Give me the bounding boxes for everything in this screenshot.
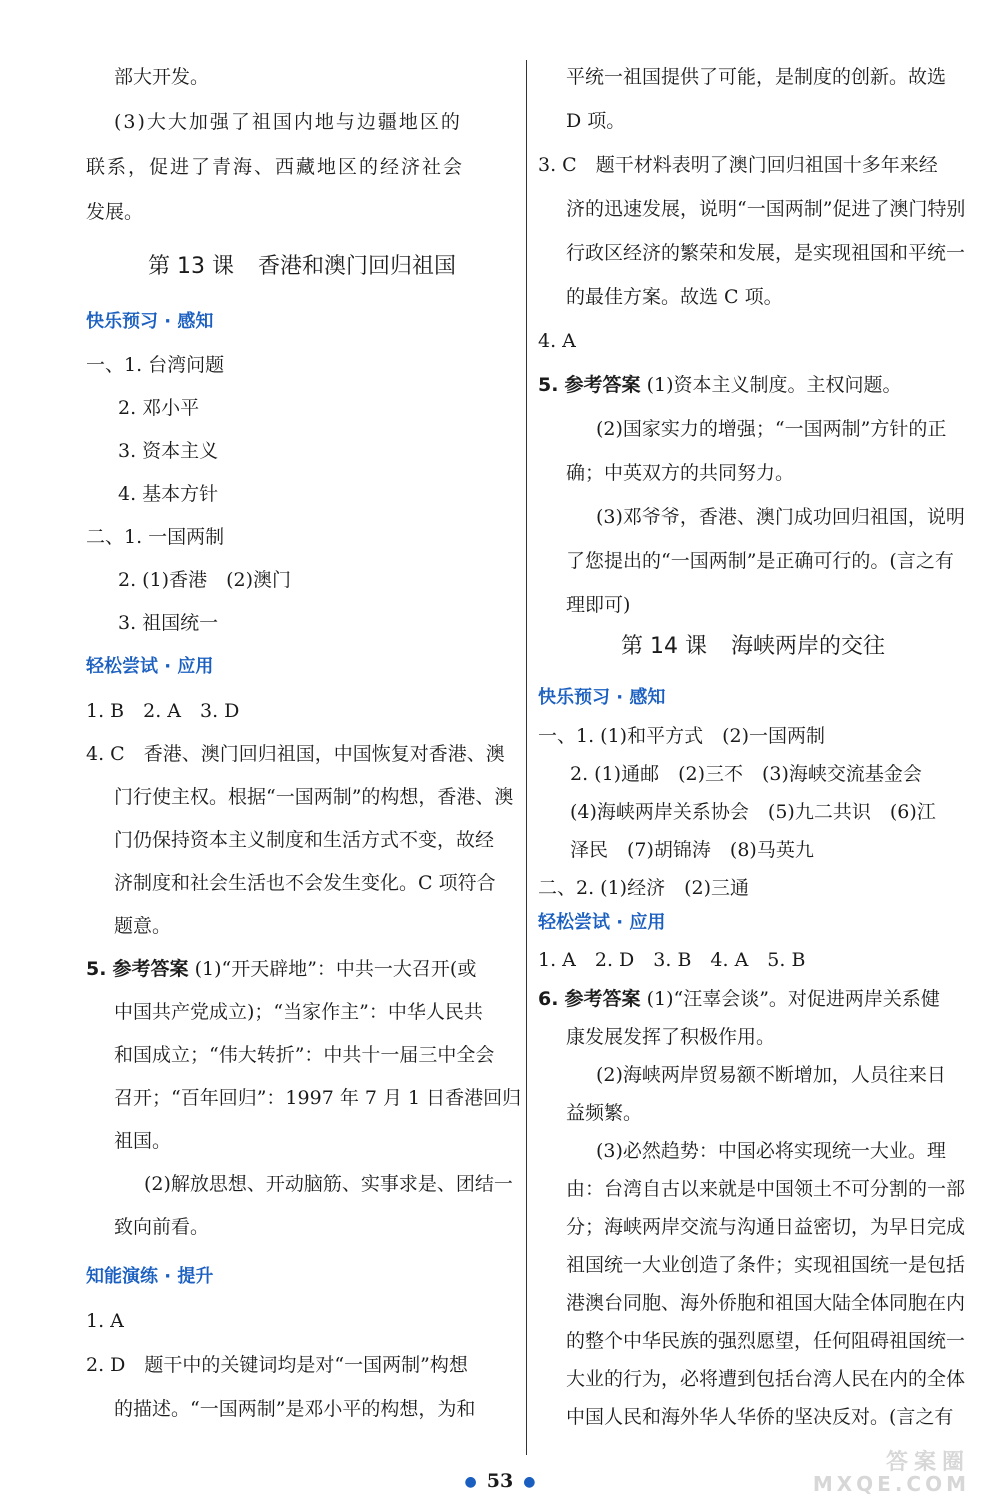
answer-line: 致向前看。 — [114, 1216, 210, 1238]
answer-line: 2. (1)香港 (2)澳门 — [118, 569, 291, 591]
answer-line: 二、2. (1)经济 (2)三通 — [538, 877, 749, 899]
text-line: (3)大大加强了祖国内地与边疆地区的 — [114, 111, 462, 133]
lesson-number: 第 13 课 — [148, 254, 234, 279]
answer-line: 门行使主权。根据“一国两制”的构想，香港、澳 — [114, 786, 514, 808]
answer-text: (1)资本主义制度。主权问题。 — [646, 374, 902, 396]
answer-line: 1. A — [86, 1310, 124, 1332]
answer-line: 4. C 香港、澳门回归祖国，中国恢复对香港、澳 — [86, 743, 505, 765]
answer-line: 的描述。“一国两制”是邓小平的构想，为和 — [114, 1398, 476, 1420]
answer-line: 分；海峡两岸交流与沟通日益密切，为早日完成 — [566, 1216, 966, 1238]
section-heading-preview: 快乐预习 · 感知 — [86, 311, 214, 332]
answer-line: 和国成立；“伟大转折”：中共十一届三中全会 — [114, 1044, 495, 1066]
decorative-dot: ● — [523, 1474, 536, 1490]
watermark-logo — [762, 1452, 974, 1494]
decorative-dot: ● — [464, 1474, 477, 1490]
column-divider — [526, 60, 527, 1455]
answer-line: 确；中英双方的共同努力。 — [566, 462, 795, 484]
answer-line — [538, 984, 940, 1014]
answer-line: 一、1. (1)和平方式 (2)一国两制 — [538, 725, 825, 747]
answer-line: 康发展发挥了积极作用。 — [566, 1026, 776, 1048]
answer-line: 3. C 题干材料表明了澳门回归祖国十多年来经 — [538, 154, 938, 176]
answer-line: 大业的行为，必将遭到包括台湾人民在内的全体 — [566, 1368, 966, 1390]
answer-line: 了您提出的“一国两制”是正确可行的。(言之有 — [566, 550, 954, 572]
answer-line: (3)邓爷爷，香港、澳门成功回归祖国，说明 — [596, 506, 965, 528]
lesson-name: 香港和澳门回归祖国 — [257, 254, 456, 279]
answer-line: 2. D 题干中的关键词均是对“一国两制”构想 — [86, 1354, 468, 1376]
answer-line: 一、1. 台湾问题 — [86, 354, 225, 376]
answer-text: (1)“开天辟地”：中共一大召开(或 — [194, 958, 477, 980]
answer-line: 1. B 2. A 3. D — [86, 700, 240, 722]
lesson-13-title — [86, 252, 518, 282]
question-number: 6. — [538, 988, 559, 1010]
answer-line: (3)必然趋势：中国必将实现统一大业。理 — [596, 1140, 946, 1162]
reference-answer-label: 参考答案 — [564, 988, 641, 1010]
answer-text: (1)“汪辜会谈”。对促进两岸关系健 — [646, 988, 940, 1010]
answer-line: 港澳台同胞、海外侨胞和祖国大陆全体同胞在内 — [566, 1292, 966, 1314]
watermark-text: 答案圈 — [885, 1450, 970, 1475]
question-number: 5. — [86, 958, 107, 980]
answer-line: 3. 祖国统一 — [118, 612, 219, 634]
answer-line: 召开；“百年回归”：1997 年 7 月 1 日香港回归 — [114, 1087, 522, 1109]
answer-line: 由：台湾自古以来就是中国领土不可分割的一部 — [566, 1178, 966, 1200]
answer-line: 1. A 2. D 3. B 4. A 5. B — [538, 949, 806, 971]
text-line: 发展。 — [86, 201, 144, 223]
reference-answer-label: 参考答案 — [564, 374, 641, 396]
answer-line: 济的迅速发展，说明“一国两制”促进了澳门特别 — [566, 198, 966, 220]
text-line: 平统一祖国提供了可能，是制度的创新。故选 — [566, 66, 947, 88]
section-heading-try: 轻松尝试 · 应用 — [538, 912, 666, 933]
section-heading-preview: 快乐预习 · 感知 — [538, 687, 666, 708]
answer-line: 行政区经济的繁荣和发展，是实现祖国和平统一 — [566, 242, 966, 264]
answer-line: 门仍保持资本主义制度和生活方式不变，故经 — [114, 829, 495, 851]
section-heading-skill: 知能演练 · 提升 — [86, 1266, 214, 1287]
text-line: 联系，促进了青海、西藏地区的经济社会 — [86, 156, 465, 178]
answer-line: 益频繁。 — [566, 1102, 643, 1124]
answer-line: 的最佳方案。故选 C 项。 — [566, 286, 783, 308]
answer-line: 题意。 — [114, 915, 172, 937]
section-heading-try: 轻松尝试 · 应用 — [86, 656, 214, 677]
text-line: D 项。 — [566, 110, 626, 132]
answer-line: 二、1. 一国两制 — [86, 526, 225, 548]
answer-line: 济制度和社会生活也不会发生变化。C 项符合 — [114, 872, 496, 894]
answer-line: 3. 资本主义 — [118, 440, 219, 462]
answer-line — [538, 370, 901, 400]
answer-line — [86, 954, 476, 984]
answer-line: (4)海峡两岸关系协会 (5)九二共识 (6)江 — [570, 801, 936, 823]
watermark-url: MXQE.COM — [812, 1472, 970, 1496]
lesson-number: 第 14 课 — [621, 634, 707, 659]
answer-line: 中国人民和海外华人华侨的坚决反对。(言之有 — [566, 1406, 954, 1428]
reference-answer-label: 参考答案 — [112, 958, 189, 980]
answer-line: 4. 基本方针 — [118, 483, 219, 505]
answer-line: 2. 邓小平 — [118, 397, 200, 419]
answer-line: 4. A — [538, 330, 576, 352]
lesson-name: 海峡两岸的交往 — [730, 634, 885, 659]
lesson-14-title — [538, 632, 968, 662]
answer-line: 理即可) — [566, 594, 631, 616]
answer-line: 祖国统一大业创造了条件；实现祖国统一是包括 — [566, 1254, 966, 1276]
page-number-value: 53 — [486, 1470, 514, 1492]
answer-line: (2)解放思想、开动脑筋、实事求是、团结一 — [144, 1173, 513, 1195]
answer-line: 泽民 (7)胡锦涛 (8)马英九 — [570, 839, 814, 861]
answer-line: 祖国。 — [114, 1130, 172, 1152]
text-line: 部大开发。 — [114, 66, 210, 88]
answer-line: 2. (1)通邮 (2)三不 (3)海峡交流基金会 — [570, 763, 922, 785]
answer-line: 的整个中华民族的强烈愿望，任何阻碍祖国统一 — [566, 1330, 966, 1352]
answer-line: 中国共产党成立)；“当家作主”：中华人民共 — [114, 1001, 483, 1023]
answer-line: (2)国家实力的增强；“一国两制”方针的正 — [596, 418, 947, 440]
answer-line: (2)海峡两岸贸易额不断增加，人员往来日 — [596, 1064, 946, 1086]
question-number: 5. — [538, 374, 559, 396]
